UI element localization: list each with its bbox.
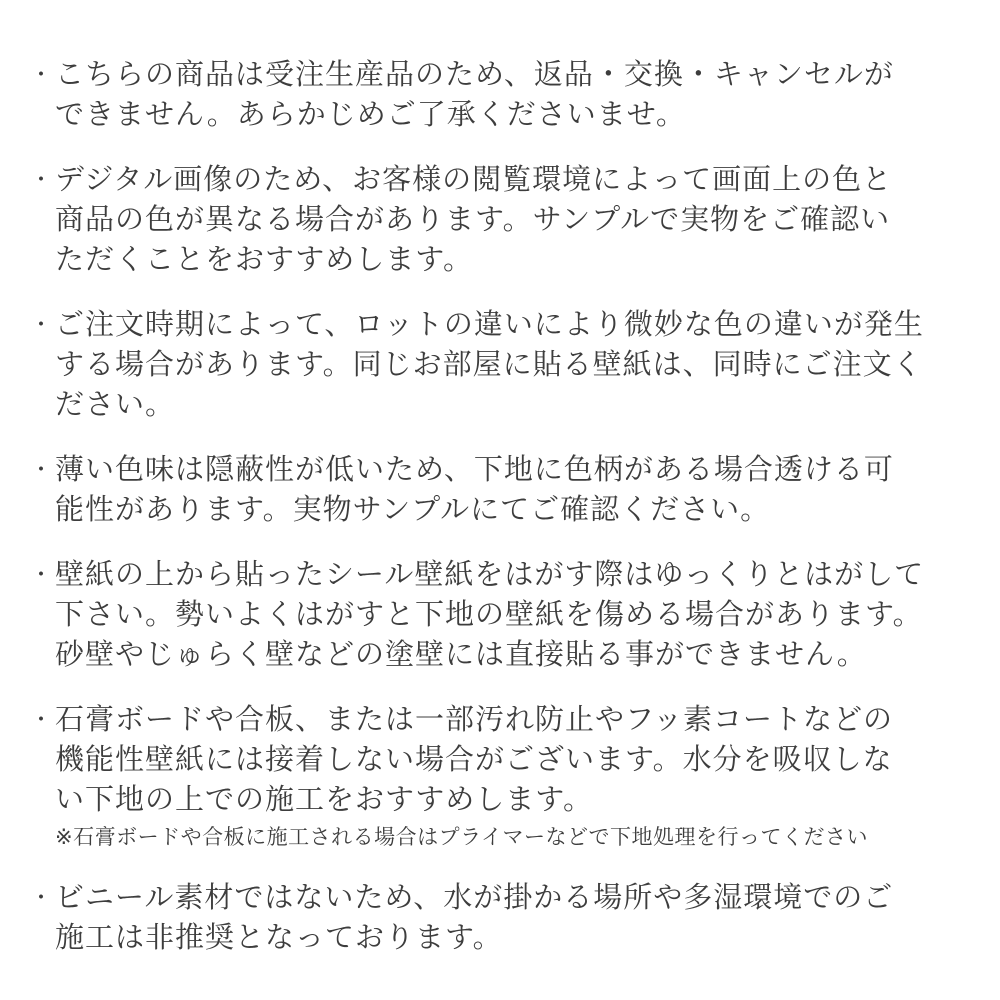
- notice-line: 石膏ボードや合板、または一部汚れ防止やフッ素コートなどの: [55, 704, 893, 736]
- bullet-marker: ・: [30, 167, 53, 192]
- bullet-marker: ・: [30, 885, 53, 910]
- notice-text: [55, 305, 972, 425]
- notice-line: 下さい。勢いよくはがすと下地の壁紙を傷める場合があります。: [55, 599, 923, 631]
- notice-line: 薄い色味は隠蔽性が低いため、下地に色柄がある場合透ける可: [55, 454, 894, 486]
- list-item: [30, 305, 972, 425]
- notice-line: 砂壁やじゅらく壁などの塗壁には直接貼る事ができません。: [55, 639, 867, 671]
- notice-text: [55, 450, 972, 530]
- bullet-marker: ・: [30, 707, 53, 732]
- notice-line: 商品の色が異なる場合があります。サンプルで実物をご確認い: [55, 204, 891, 236]
- notice-line: デジタル画像のため、お客様の閲覧環境によって画面上の色と: [55, 164, 893, 196]
- notice-line: する場合があります。同じお部屋に貼る壁紙は、同時にご注文く: [55, 349, 923, 381]
- bullet-marker: ・: [30, 562, 53, 587]
- notice-line: できません。あらかじめご了承くださいませ。: [55, 99, 686, 131]
- notice-text: [55, 55, 972, 135]
- notice-text: [55, 700, 972, 853]
- notice-line: 能性があります。実物サンプルにてご確認ください。: [55, 494, 771, 526]
- notice-line: こちらの商品は受注生産品のため、返品・交換・キャンセルが: [55, 59, 894, 91]
- notice-text: [55, 160, 972, 280]
- notice-line: ビニール素材ではないため、水が掛かる場所や多湿環境でのご: [55, 882, 894, 914]
- notice-text: [55, 555, 972, 675]
- notice-line: ださい。: [55, 389, 176, 421]
- notice-line: ご注文時期によって、ロットの違いにより微妙な色の違いが発生: [55, 309, 924, 341]
- bullet-marker: ・: [30, 312, 53, 337]
- notice-line: 機能性壁紙には接着しない場合がございます。水分を吸収しな: [55, 744, 893, 776]
- notice-line: ただくことをおすすめします。: [55, 244, 473, 276]
- notice-line: い下地の上での施工をおすすめします。: [55, 784, 593, 816]
- notice-line: 壁紙の上から貼ったシール壁紙をはがす際はゆっくりとはがして: [55, 559, 925, 591]
- notice-line: 施工は非推奨となっております。: [55, 922, 503, 954]
- list-item: [30, 555, 972, 675]
- footnote: ※石膏ボードや合板に施工される場合はプライマーなどで下地処理を行ってください: [55, 826, 868, 849]
- list-item: [30, 160, 972, 280]
- list-item: [30, 450, 972, 530]
- bullet-marker: ・: [30, 62, 53, 87]
- notice-text: [55, 878, 972, 958]
- list-item: [30, 700, 972, 853]
- list-item: [30, 55, 972, 135]
- bullet-marker: ・: [30, 457, 53, 482]
- list-item: [30, 878, 972, 958]
